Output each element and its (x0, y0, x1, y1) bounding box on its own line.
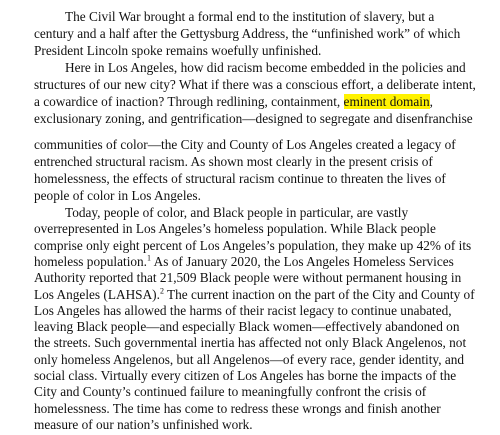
paragraph-3-line-12: City and County’s continued failure to meaningfully confront the crisis of (34, 384, 427, 399)
paragraph-1-line-1: The Civil War brought a formal end to the institution of slavery, but a (65, 9, 435, 24)
line-text-before-footnote: homeless population. (34, 254, 148, 269)
paragraph-3-line-5: Authority reported that 21,509 Black people were without permanent housing in (34, 270, 462, 285)
line-text-after-highlight: , (429, 94, 433, 109)
paragraph-3-line-7: Los Angeles has allowed the harms of their racist legacy to continue unabated, (34, 303, 452, 318)
paragraph-3-line-11: social class. Virtually every citizen of Los Angeles has borne the impacts of the (34, 368, 457, 383)
paragraph-2-line-6: entrenched structural racism. As shown most clearly in the present crisis of (34, 154, 433, 169)
line-text-after-footnote: The current inaction on the part of the City and County of (163, 287, 475, 302)
line-text-before-highlight: a cowardice of inaction? Through redlining, containment, (34, 94, 344, 109)
paragraph-3-line-2: overrepresented in Los Angeles’s homeless population. While Black people (34, 221, 436, 236)
paragraph-2-line-8: people of color in Los Angeles. (34, 188, 201, 203)
paragraph-3-line-9: the streets. Such governmental inertia has affected not only Black Angelenos, not (34, 335, 467, 350)
paragraph-2-line-5: communities of color—the City and County of Los Angeles created a legacy of (34, 137, 456, 152)
paragraph-2-line-7: homelessness, the effects of structural racism continue to threaten the lives of (34, 171, 446, 186)
paragraph-3-line-8: leaving Black people—and especially Black women—effectively abandoned on (34, 319, 460, 334)
paragraph-3-line-6 (34, 287, 475, 303)
paragraph-3-line-1: Today, people of color, and Black people in particular, are vastly (65, 205, 409, 220)
line-text-before-footnote: Los Angeles (LAHSA). (34, 287, 160, 302)
paragraph-3-line-4 (34, 254, 454, 270)
paragraph-3-line-10: only homeless Angelenos, but all Angelenos—of every race, gender identity, and (34, 352, 465, 367)
paragraph-3-line-14: measure of our nation’s unfinished work. (34, 417, 253, 432)
footnote-marker-2[interactable]: 2 (159, 286, 164, 296)
footnote-marker-1[interactable]: 1 (147, 253, 152, 263)
paragraph-2-line-1: Here in Los Angeles, how did racism become embedded in the policies and (65, 60, 466, 75)
paragraph-1-line-2: century and a half after the Gettysburg Address, the “unfinished work” of which (34, 26, 461, 41)
paragraph-2-line-3 (34, 94, 433, 110)
paragraph-2-line-4: exclusionary zoning, and gentrification—designed to segregate and disenfranchise (34, 111, 473, 126)
line-text-after-footnote: As of January 2020, the Los Angeles Homeless Services (151, 254, 454, 269)
highlighted-phrase: eminent domain (343, 94, 430, 109)
paragraph-1-line-3: President Lincoln spoke remains woefully unfinished. (34, 43, 322, 58)
paragraph-3-line-13: homelessness. The time has come to redress these wrongs and finish another (34, 401, 441, 416)
paragraph-2-line-2: structures of our new city? What if there was a conscious effort, a deliberate intent, (34, 77, 476, 92)
paragraph-3-line-3: comprise only eight percent of Los Angeles’s population, they make up 42% of its (34, 238, 472, 253)
